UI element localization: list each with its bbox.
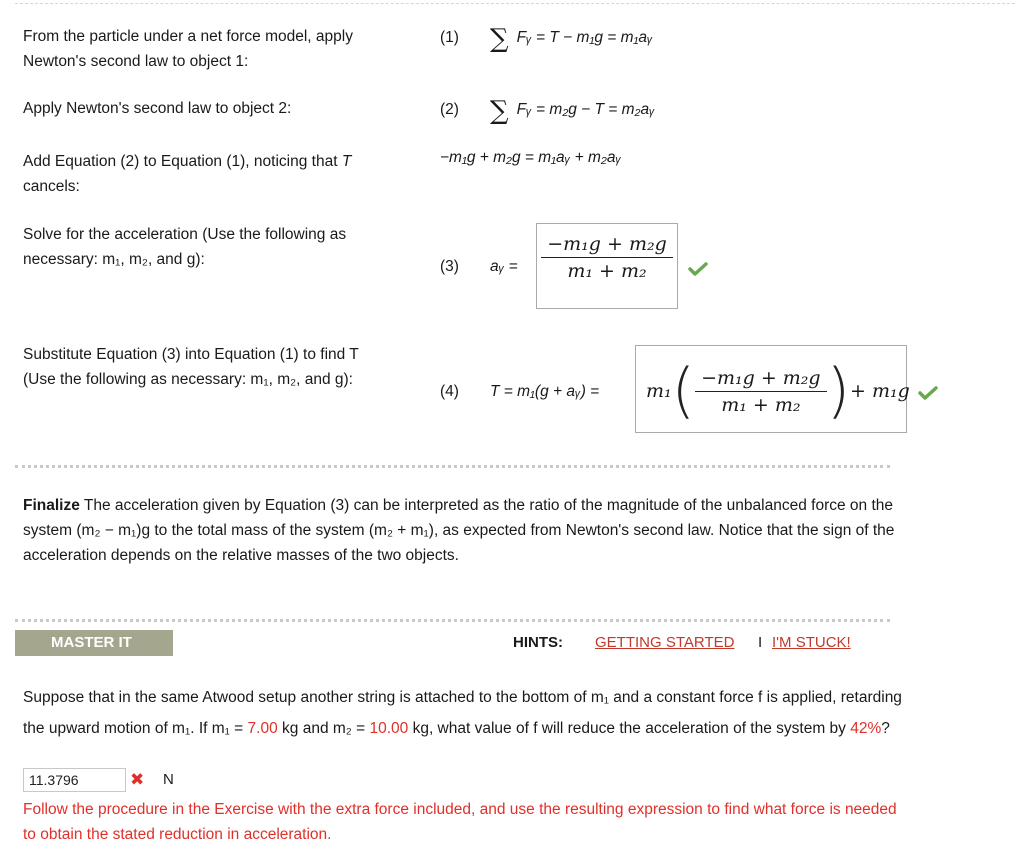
right-paren: ) xyxy=(826,356,850,426)
equation-rhs: = T − m₁g = m₁aᵧ xyxy=(536,29,653,46)
section-divider xyxy=(15,465,890,468)
m2-value: 10.00 xyxy=(369,720,409,737)
step2-instruction: Apply Newton's second law to object 2: xyxy=(23,100,292,117)
step3-instruction: Solve for the acceleration (Use the following as necessary: m₁, m₂, and g): xyxy=(23,226,347,268)
master-it-question xyxy=(23,682,903,744)
finalize-label: Finalize xyxy=(23,497,80,514)
answer-suffix: + m₁g xyxy=(850,380,910,402)
equation-lhs: aᵧ = xyxy=(490,258,518,275)
question-text: Suppose that in the same Atwood setup another string is attached to the bottom of m₁ and a constant force f is applied, retarding the upward motion of m₁. If m₁ = xyxy=(23,689,902,737)
question-text: ? xyxy=(881,720,890,737)
step1-equation xyxy=(440,24,653,54)
text-part: cancels: xyxy=(23,178,80,195)
step4-label xyxy=(440,383,599,401)
finalize-text: The acceleration given by Equation (3) can be interpreted as the ratio of the magnitude of the unbalanced force on the system (m₂ − m₁)g to the total mass of the system (m₂ + m₁), as expected from Newton's second law. Notice that the sign of the acceleration depends on the relative masses of the two objects. xyxy=(23,497,895,564)
equation-number: (4) xyxy=(440,383,459,400)
answer-prefix: m₁ xyxy=(646,380,672,402)
equation-lhs: T = m₁(g + aᵧ) = xyxy=(490,383,600,400)
equation-text: −m₁g + m₂g = m₁aᵧ + m₂aᵧ xyxy=(440,149,622,166)
fraction-numerator: −m₁g + m₂g xyxy=(695,367,827,392)
answer-fraction xyxy=(541,233,673,282)
section-divider xyxy=(15,619,890,622)
fraction-denominator: m₁ + m₂ xyxy=(567,260,647,282)
finalize-paragraph xyxy=(23,493,903,568)
im-stuck-link[interactable]: I'M STUCK! xyxy=(772,634,851,651)
left-paren: ( xyxy=(671,356,696,426)
step4-instruction: Substitute Equation (3) into Equation (1) to find T (Use the following as necessary: m₁, m₂, and g): xyxy=(23,346,359,388)
m1-value: 7.00 xyxy=(247,720,278,737)
sigma-icon: ∑ xyxy=(490,24,509,54)
step3-label xyxy=(440,258,518,276)
check-icon xyxy=(918,386,938,400)
equation-rhs: = m₂g − T = m₂aᵧ xyxy=(536,101,655,118)
text-var: T xyxy=(341,153,352,170)
answer-prefix-wrap xyxy=(646,380,672,402)
question-text: kg and m₂ = xyxy=(277,720,370,737)
question-text: kg, what value of f will reduce the acceleration of the system by xyxy=(408,720,851,737)
text-part: Add Equation (2) to Equation (1), noticing that xyxy=(23,153,342,170)
acceleration-answer-box[interactable] xyxy=(536,223,678,309)
getting-started-link[interactable]: GETTING STARTED xyxy=(595,634,735,651)
answer-unit: N xyxy=(163,771,174,788)
force-y: Fᵧ xyxy=(516,29,532,46)
feedback-message: Follow the procedure in the Exercise with the extra force included, and use the resulting expression to find what force is needed to obtain the stated reduction in acceleration. xyxy=(23,801,897,843)
answer-suffix-wrap xyxy=(850,380,910,402)
fraction-numerator: −m₁g + m₂g xyxy=(541,233,673,258)
tension-answer-box[interactable] xyxy=(635,345,910,433)
answer-fraction xyxy=(695,367,827,416)
link-separator: I xyxy=(758,634,763,651)
step1-instruction: From the particle under a net force model, apply Newton's second law to object 1: xyxy=(23,28,353,70)
step2-equation xyxy=(440,96,655,126)
master-it-badge: MASTER IT xyxy=(15,630,173,656)
fraction-denominator: m₁ + m₂ xyxy=(721,393,801,416)
percent-value: 42% xyxy=(850,720,882,737)
equation-number: (1) xyxy=(440,29,459,46)
equation-number: (2) xyxy=(440,101,459,118)
top-divider xyxy=(15,3,1015,4)
equation-number: (3) xyxy=(440,258,459,275)
sigma-icon: ∑ xyxy=(490,96,509,126)
force-answer-input[interactable]: 11.3796 xyxy=(23,768,126,792)
check-icon xyxy=(688,262,708,276)
step-add-equation xyxy=(440,149,621,167)
force-y: Fᵧ xyxy=(516,101,532,118)
hints-label: HINTS: xyxy=(513,634,563,651)
x-icon: ✖ xyxy=(130,770,145,789)
step-add-instruction xyxy=(23,149,383,199)
